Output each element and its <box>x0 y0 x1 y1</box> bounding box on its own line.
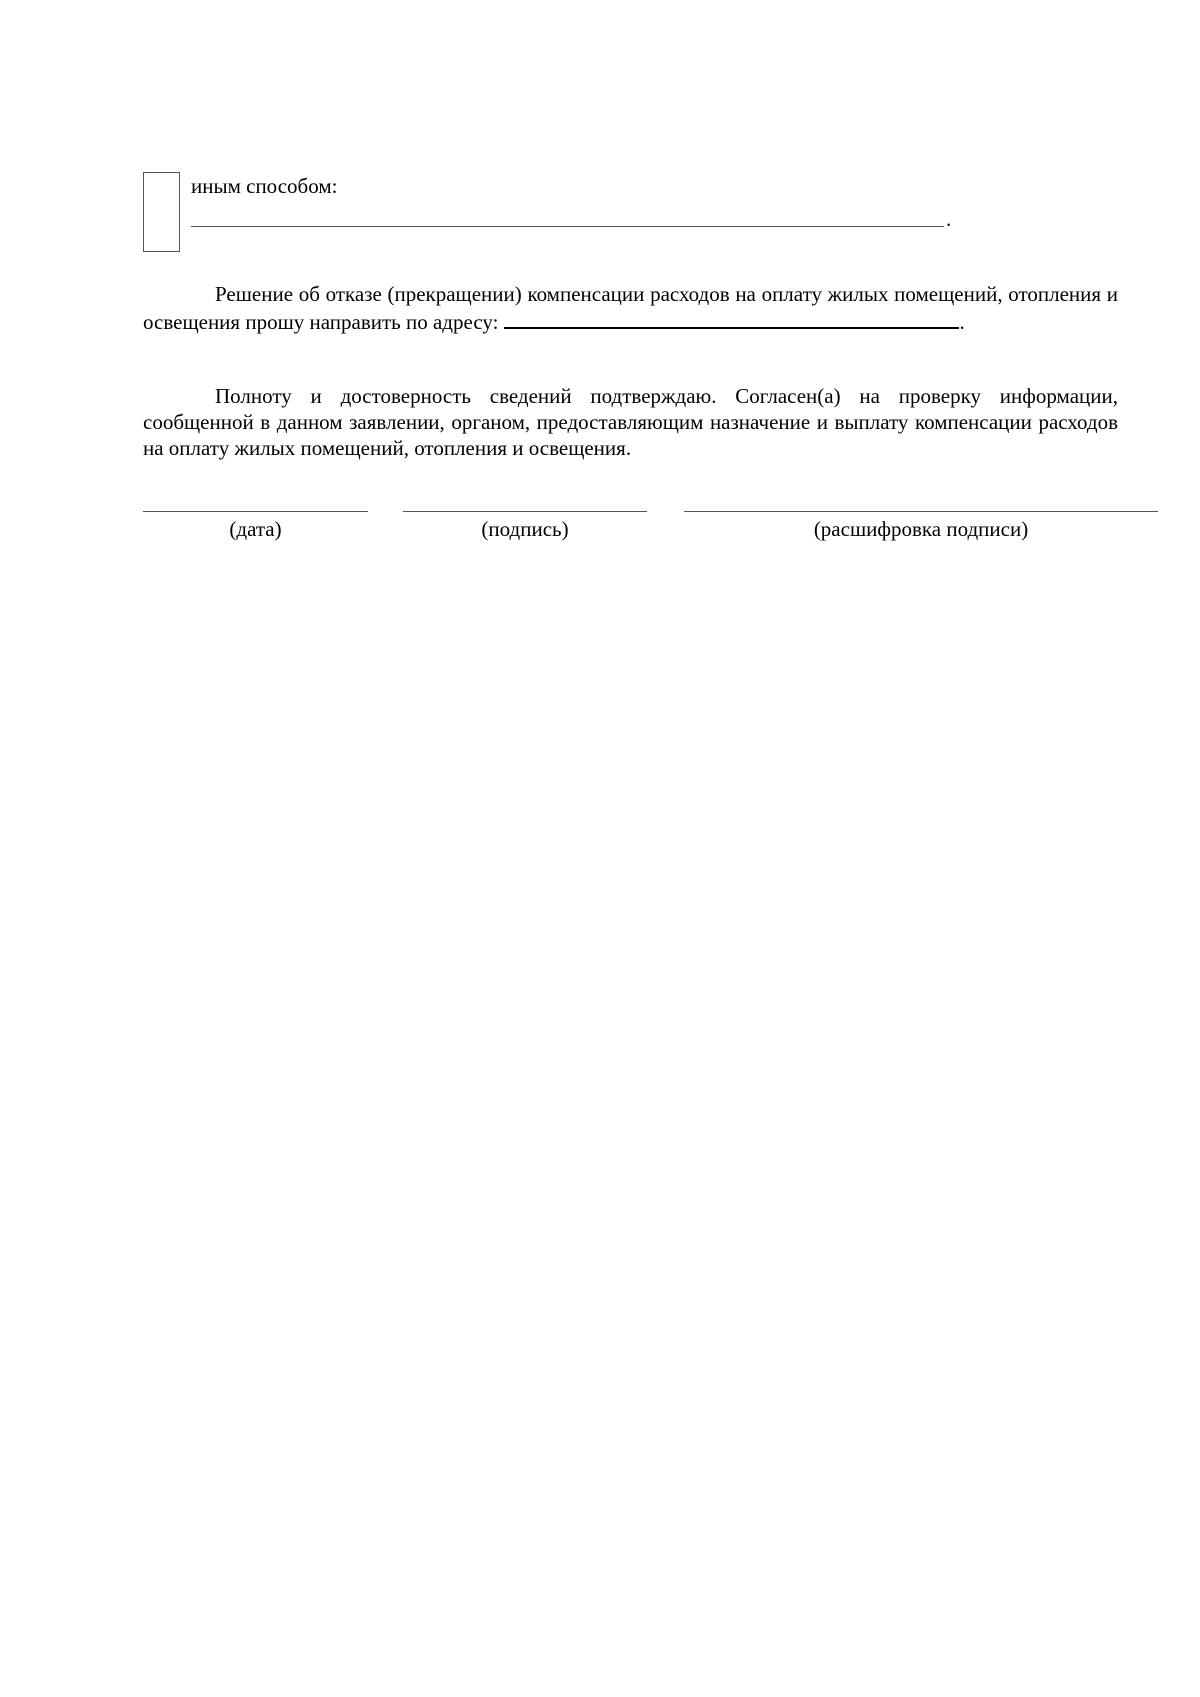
refusal-paragraph <box>143 281 1118 335</box>
signature-blank-line[interactable] <box>403 511 647 512</box>
date-caption: (дата) <box>229 517 282 541</box>
other-method-checkbox[interactable] <box>143 172 180 252</box>
signature-decode-caption: (расшифровка подписи) <box>813 517 1029 541</box>
confirmation-paragraph-text: Полноту и достоверность сведений подтверждаю. Согласен(а) на проверку информации, сообщенной в данном заявлении, органом, предоставляющим назначение и выплату компенсации расходов на оплату жилых помещений, отопления и освещения. <box>143 384 1118 460</box>
date-blank-line[interactable] <box>143 511 368 512</box>
other-method-label: иным способом: <box>191 174 338 198</box>
confirmation-paragraph <box>143 383 1118 461</box>
address-blank-line[interactable] <box>504 307 959 329</box>
refusal-paragraph-text: Решение об отказе (прекращении) компенсации расходов на оплату жилых помещений, отопления и освещения прошу направить по адресу: <box>143 282 1118 334</box>
other-method-blank-line[interactable] <box>191 226 944 227</box>
signature-caption: (подпись) <box>481 517 569 541</box>
other-method-line-end: . <box>946 207 952 231</box>
refusal-paragraph-end: . <box>959 310 965 334</box>
signature-decode-blank-line[interactable] <box>684 511 1158 512</box>
